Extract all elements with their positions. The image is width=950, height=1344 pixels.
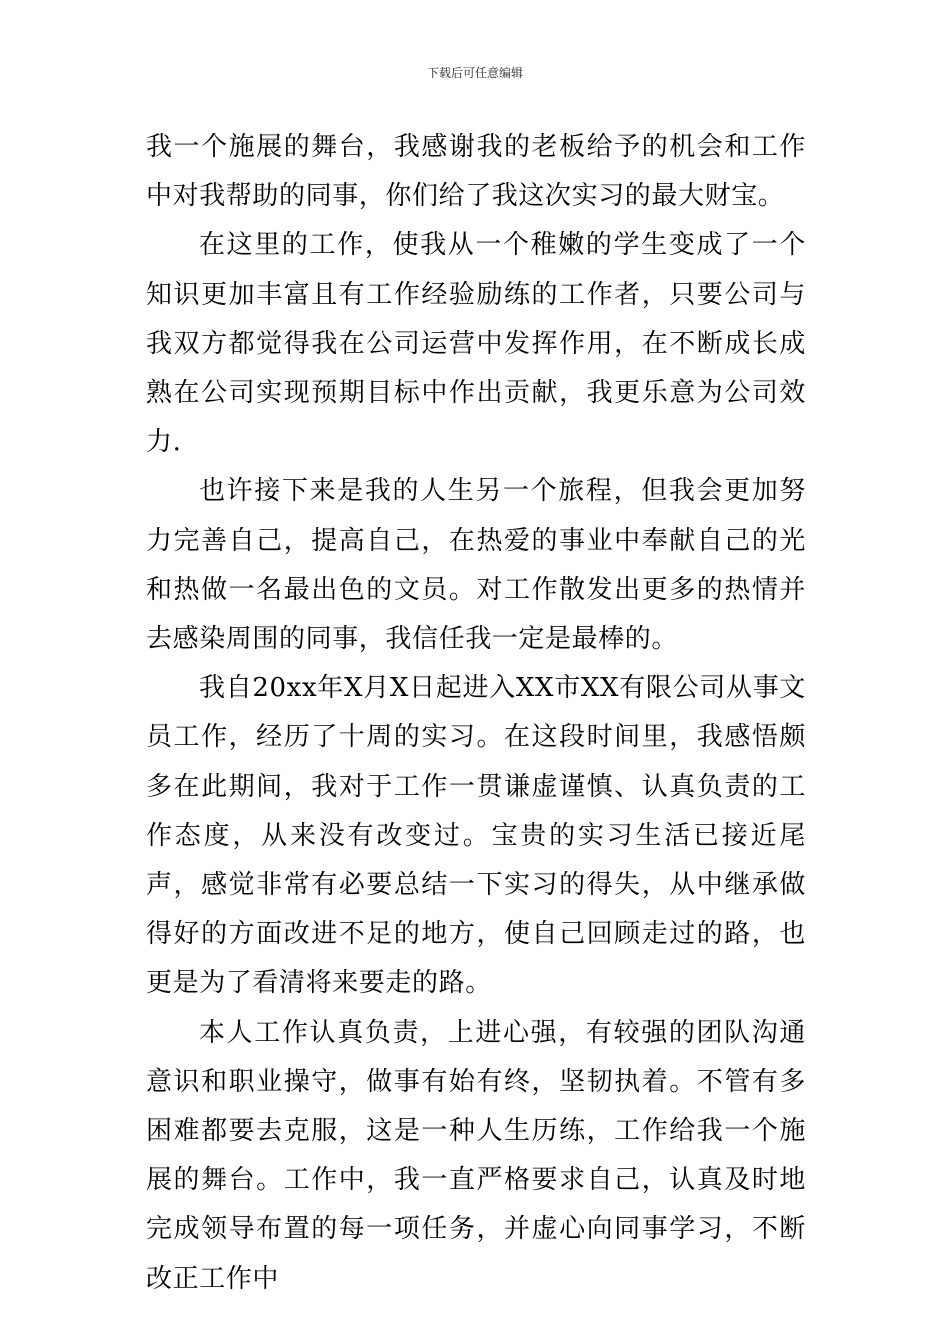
paragraph-3: 也许接下来是我的人生另一个旅程，但我会更加努力完善自己，提高自己，在热爱的事业中奉献自己的光和热做一名最出色的文员。对工作散发出更多的热情并去感染周围的同事，我信任我一定是最棒的。	[146, 476, 806, 655]
paragraph-1: 我一个施展的舞台，我感谢我的老板给予的机会和工作中对我帮助的同事，你们给了我这次实习的最大财宝。	[146, 132, 806, 212]
page-header: 下载后可任意编辑	[426, 66, 523, 80]
document-body	[146, 123, 806, 1304]
paragraph-5: 本人工作认真负责，上进心强，有较强的团队沟通意识和职业操守，做事有始有终，坚韧执着。不管有多困难都要去克服，这是一种人生历练，工作给我一个施展的舞台。工作中，我一直严格要求自己，认真及时地完成领导布置的每一项任务，并虚心向同事学习，不断改正工作中	[146, 1017, 806, 1294]
paragraph-4: 我自20xx年X月X日起进入XX市XX有限公司从事文员工作，经历了十周的实习。在这段时间里，我感悟颇多在此期间，我对于工作一贯谦虚谨慎、认真负责的工作态度，从来没有改变过。宝贵的实习生活已接近尾声，感觉非常有必要总结一下实习的得失，从中继承做得好的方面改进不足的地方，使自己回顾走过的路，也更是为了看清将来要走的路。	[146, 673, 806, 999]
paragraph-2: 在这里的工作，使我从一个稚嫩的学生变成了一个知识更加丰富且有工作经验励练的工作者，只要公司与我双方都觉得我在公司运营中发挥作用，在不断成长成熟在公司实现预期目标中作出贡献，我更乐意为公司效力.	[146, 230, 806, 458]
